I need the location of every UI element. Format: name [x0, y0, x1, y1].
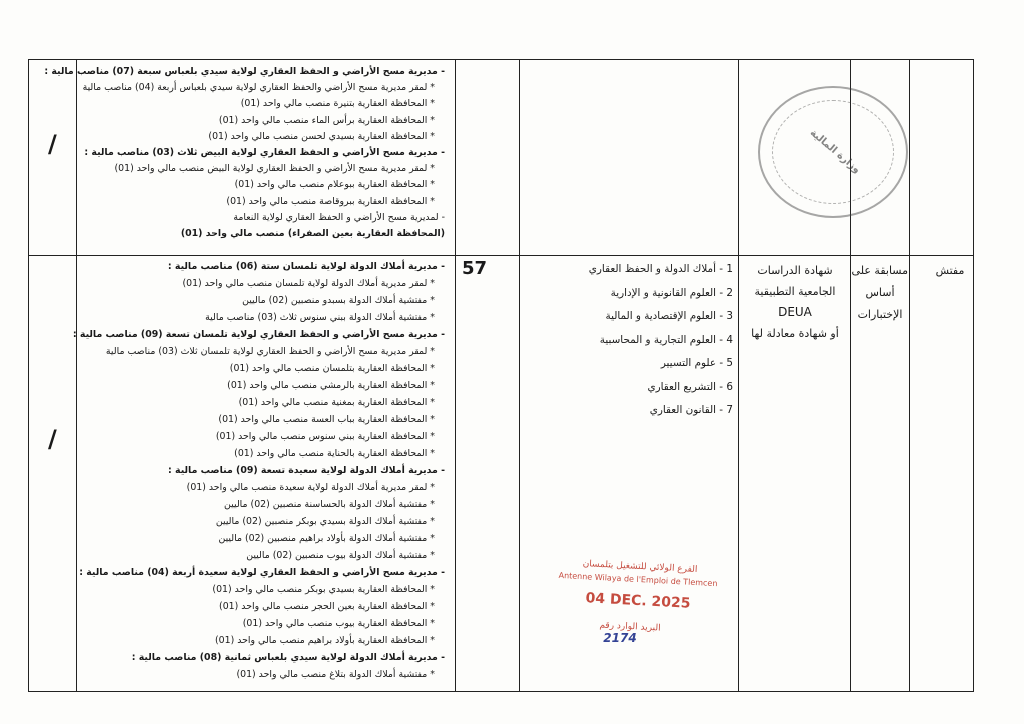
post-line: * مفتشية أملاك الدولة بأولاد براهيم منصبين (02) ماليين — [218, 533, 435, 544]
seal-text: وزارة المالية — [807, 127, 863, 176]
post-line: * مفتشية أملاك الدولة بتلاغ منصب مالي واحد (01) — [236, 669, 435, 680]
post-line: * المحافظة العقارية بعين الحجر منصب مالي واحد (01) — [219, 601, 435, 612]
post-line: * لمقر مديرية أملاك الدولة لولاية تلمسان منصب مالي واحد (01) — [182, 278, 435, 289]
mode-line: مسابقة على — [851, 264, 908, 277]
stamp-line-fr: Antenne Wilaya de l'Emploi de Tlemcen — [558, 570, 718, 589]
row2-slash: / — [48, 425, 57, 453]
post-line: - لمديرية مسح الأراضي و الحفظ العقاري لولاية النعامة — [233, 211, 445, 223]
post-line: * المحافظة العقارية بالحناية منصب مالي واحد (01) — [234, 448, 435, 459]
post-line: * المحافظة العقارية بالرمشي منصب مالي واحد (01) — [227, 380, 435, 391]
post-line: * مفتشية أملاك الدولة بيوب منصبين (02) ماليين — [246, 550, 435, 561]
post-line: * المحافظة العقارية ببروقاصة منصب مالي واحد (01) — [226, 195, 435, 207]
post-line: - مديرية أملاك الدولة لولاية سعيدة تسعة (09) مناصب مالية : — [168, 465, 445, 476]
diploma-line: أو شهادة معادلة لها — [751, 327, 839, 340]
mode-line: أساس — [865, 286, 895, 299]
post-line: - مديرية أملاك الدولة لولاية سيدي بلعباس ثمانية (08) مناصب مالية : — [131, 652, 445, 663]
specialty-item: 2 - العلوم القانونية و الإدارية — [610, 286, 733, 299]
post-line: * المحافظة العقارية بأولاد براهيم منصب مالي واحد (01) — [214, 635, 435, 646]
post-line: * لمقر مديرية مسح الأراضي والحفظ العقاري لولاية سيدي بلعباس أربعة (04) مناصب مالية — [82, 82, 435, 94]
stamp-date: 04 DEC. 2025 — [585, 590, 691, 612]
post-line: - مديرية مسح الأراضي و الحفظ العقاري لولاية تلمسان تسعة (09) مناصب مالية : — [72, 329, 445, 340]
mode-line: الإختبارات — [857, 308, 903, 321]
post-line: * المحافظة العقارية بباب العسة منصب مالي واحد (01) — [218, 414, 435, 425]
post-line: - مديرية مسح الأراضي و الحفظ العقاري لولاية سيدي بلعباس سبعة (07) مناصب مالية : — [44, 66, 445, 77]
diploma-line: شهادة الدراسات — [757, 264, 833, 277]
specialty-item: 3 - العلوم الإقتصادية و المالية — [605, 310, 733, 322]
post-line: - مديرية مسح الأراضي و الحفظ العقاري لولاية البيض ثلاث (03) مناصب مالية : — [84, 147, 445, 158]
post-line: * مفتشية أملاك الدولة ببني سنوس ثلاث (03) مناصب مالية — [205, 312, 435, 323]
post-line: * المحافظة العقارية ببوعلام منصب مالي واحد (01) — [234, 179, 435, 191]
col-divider — [909, 60, 910, 691]
post-line: * المحافظة العقارية برأس الماء منصب مالي واحد (01) — [218, 114, 435, 126]
post-line: * المحافظة العقارية ببني سنوس منصب مالي واحد (01) — [215, 431, 435, 442]
col-divider — [76, 60, 77, 691]
diploma-line: الجامعية التطبيقية — [754, 285, 836, 298]
stamp-line-ar: الفرع الولائي للتشغيل بتلمسان — [582, 559, 698, 575]
post-line: * مفتشية أملاك الدولة بالحساسنة منصبين (02) ماليين — [224, 499, 435, 510]
row1-slash: / — [48, 130, 57, 158]
row-divider — [29, 255, 973, 256]
post-line: (المحافظة العقارية بعين الصفراء) منصب مالي واحد (01) — [180, 228, 445, 239]
post-line: * مفتشية أملاك الدولة بسيدي بوبكر منصبين (02) ماليين — [215, 516, 435, 527]
stamp-register: البريد الوارد رقم — [599, 620, 661, 634]
post-line: * لمقر مديرية مسح الأراضي و الحفظ العقاري لولاية البيض منصب مالي واحد (01) — [114, 163, 435, 175]
post-line: * لمقر مديرية أملاك الدولة لولاية سعيدة منصب مالي واحد (01) — [186, 482, 435, 493]
post-line: * المحافظة العقارية بسيدي لحسن منصب مالي واحد (01) — [208, 130, 435, 142]
post-line: * المحافظة العقارية بتلمسان منصب مالي واحد (01) — [229, 363, 435, 374]
col-divider — [738, 60, 739, 691]
stamp-number: 2174 — [603, 631, 637, 645]
specialty-item: 4 - العلوم التجارية و المحاسبية — [599, 333, 733, 346]
post-line: * المحافظة العقارية بمغنية منصب مالي واحد (01) — [238, 397, 435, 408]
specialty-item: 5 - علوم التسيير — [660, 357, 733, 369]
post-line: * مفتشية أملاك الدولة بسبدو منصبين (02) ماليين — [242, 295, 435, 306]
specialty-item: 7 - القانون العقاري — [649, 404, 733, 416]
post-line: * لمقر مديرية مسح الأراضي و الحفظ العقاري لولاية تلمسان ثلاث (03) مناصب مالية — [105, 346, 435, 357]
post-line: * المحافظة العقارية بيوب منصب مالي واحد (01) — [242, 618, 435, 629]
post-line: * المحافظة العقارية بتنيرة منصب مالي واحد (01) — [240, 98, 435, 110]
post-line: - مديرية مسح الأراضي و الحفظ العقاري لولاية سعيدة أربعة (04) مناصب مالية : — [79, 567, 445, 578]
rank-label: مفتش — [935, 264, 965, 277]
post-line: - مديرية أملاك الدولة لولاية تلمسان ستة (06) مناصب مالية : — [167, 261, 445, 272]
col-divider — [455, 60, 456, 691]
diploma-line: DEUA — [778, 305, 812, 319]
col-divider — [519, 60, 520, 691]
post-line: * المحافظة العقارية بسيدي بوبكر منصب مالي واحد (01) — [212, 584, 435, 595]
specialty-item: 6 - التشريع العقاري — [647, 380, 733, 393]
posts-count: 57 — [462, 258, 488, 279]
specialty-item: 1 - أملاك الدولة و الحفظ العقاري — [588, 263, 733, 275]
